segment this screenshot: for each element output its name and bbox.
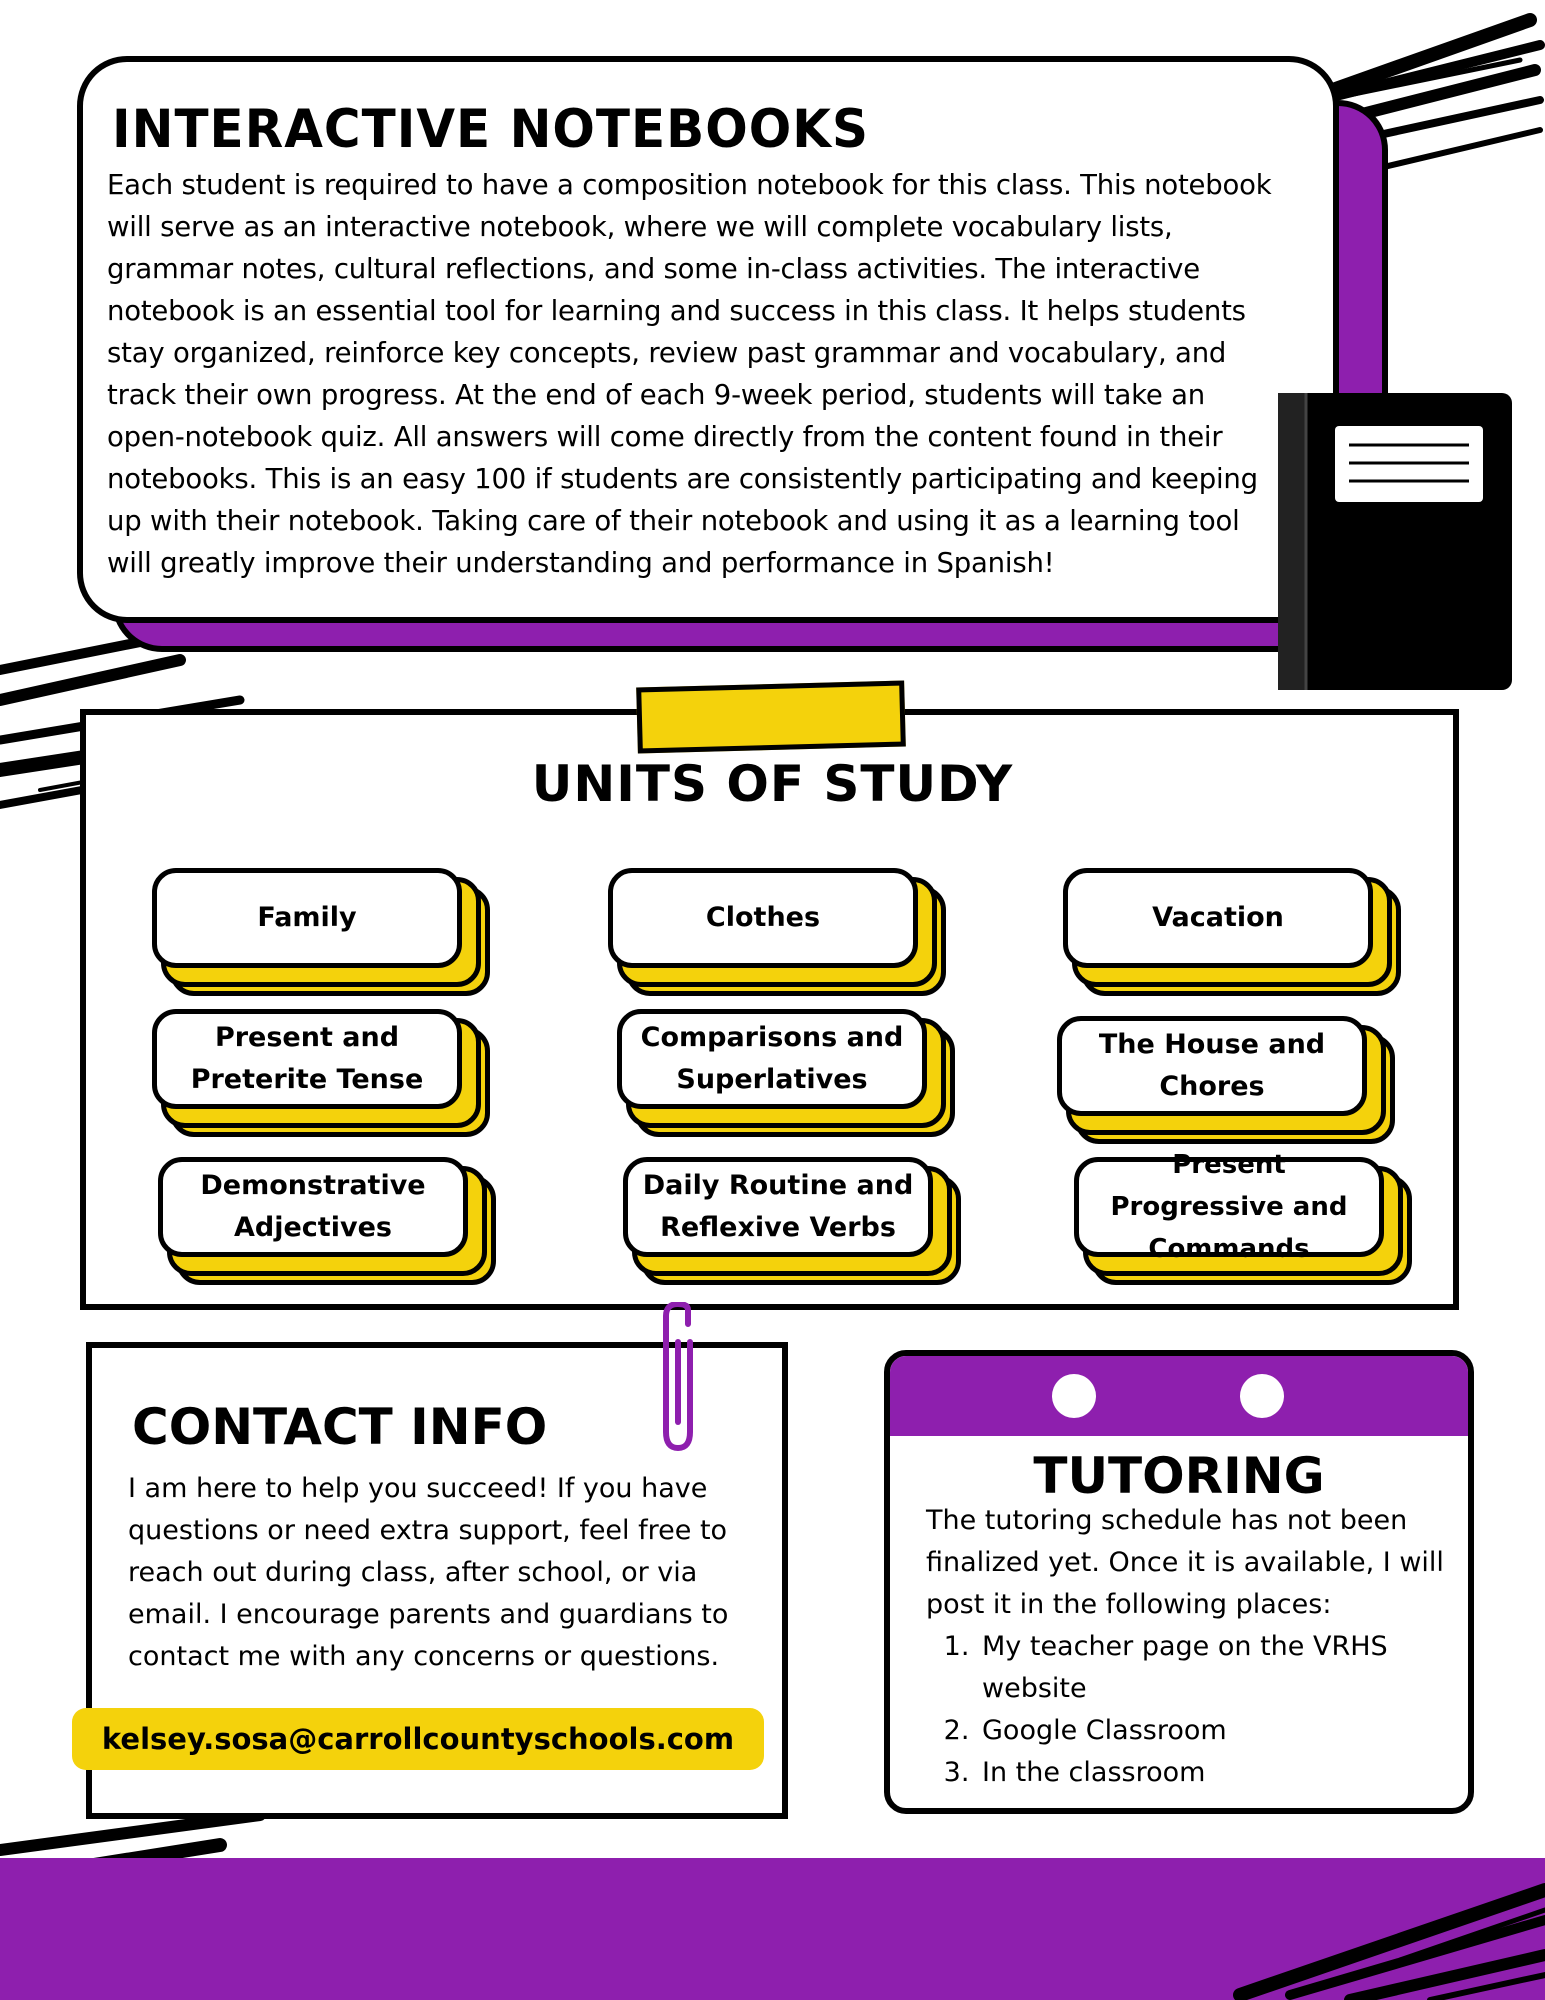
unit-card [1074, 1150, 1404, 1277]
unit-label: Present and Preterite Tense [152, 1009, 462, 1109]
unit-label: Present Progressive and Commands [1074, 1157, 1384, 1257]
tutoring-places-list [926, 1626, 1456, 1794]
tutoring-header-bar [890, 1356, 1468, 1436]
unit-card [1057, 1016, 1387, 1136]
tape-decoration [636, 681, 906, 754]
tutoring-body [926, 1500, 1456, 1794]
list-item: 1. My teacher page on the VRHS website [978, 1626, 1456, 1710]
list-item: 3. In the classroom [978, 1752, 1456, 1794]
composition-notebook-icon [1275, 390, 1515, 693]
email-link[interactable]: kelsey.sosa@carrollcountyschools.com [72, 1708, 764, 1770]
notebooks-title: INTERACTIVE NOTEBOOKS [112, 98, 870, 160]
units-title: UNITS OF STUDY [531, 755, 1014, 813]
unit-label: Family [152, 868, 462, 968]
contact-body: I am here to help you succeed! If you have questions or need extra support, feel free to reach out during class, after school, or via email. I encourage parents and guardians to contact me with any concerns or questions. [128, 1473, 729, 1672]
unit-card [617, 1009, 947, 1129]
unit-label: The House and Chores [1057, 1016, 1367, 1116]
unit-label: Clothes [608, 868, 918, 968]
unit-card [1063, 868, 1393, 988]
notebooks-body: Each student is required to have a composition notebook for this class. This notebook will serve as an interactive notebook, where we will complete vocabulary lists, grammar notes, cultural reflections, and some in-class activities. The interactive notebook is an essential tool for learning and success in this class. It helps students stay organized, reinforce key concepts, review past grammar and vocabulary, and track their own progress. At the end of each 9-week period, students will take an open-notebook quiz. All answers will come directly from the content found in their notebooks. This is an easy 100 if students are consistently participating and keeping up with their notebook. Taking care of their notebook and using it as a learning tool will greatly improve their understanding and performance in Spanish! [107, 169, 1272, 579]
unit-label: Demonstrative Adjectives [158, 1157, 468, 1257]
scribble-bottom-right [1200, 1870, 1545, 2000]
unit-card [608, 868, 938, 988]
unit-label: Comparisons and Superlatives [617, 1009, 927, 1109]
tutoring-intro: The tutoring schedule has not been finalized yet. Once it is available, I will post it in the following places: [926, 1505, 1444, 1620]
unit-card [152, 1009, 482, 1129]
paperclip-icon [654, 1302, 700, 1452]
unit-card [158, 1157, 488, 1277]
binder-hole-icon [1240, 1374, 1284, 1418]
contact-title: CONTACT INFO [132, 1398, 548, 1456]
binder-hole-icon [1052, 1374, 1096, 1418]
unit-label: Vacation [1063, 868, 1373, 968]
unit-label: Daily Routine and Reflexive Verbs [623, 1157, 933, 1257]
tutoring-title: TUTORING [1033, 1447, 1325, 1505]
unit-card [623, 1157, 953, 1277]
unit-card [152, 868, 482, 988]
list-item: 2. Google Classroom [978, 1710, 1456, 1752]
